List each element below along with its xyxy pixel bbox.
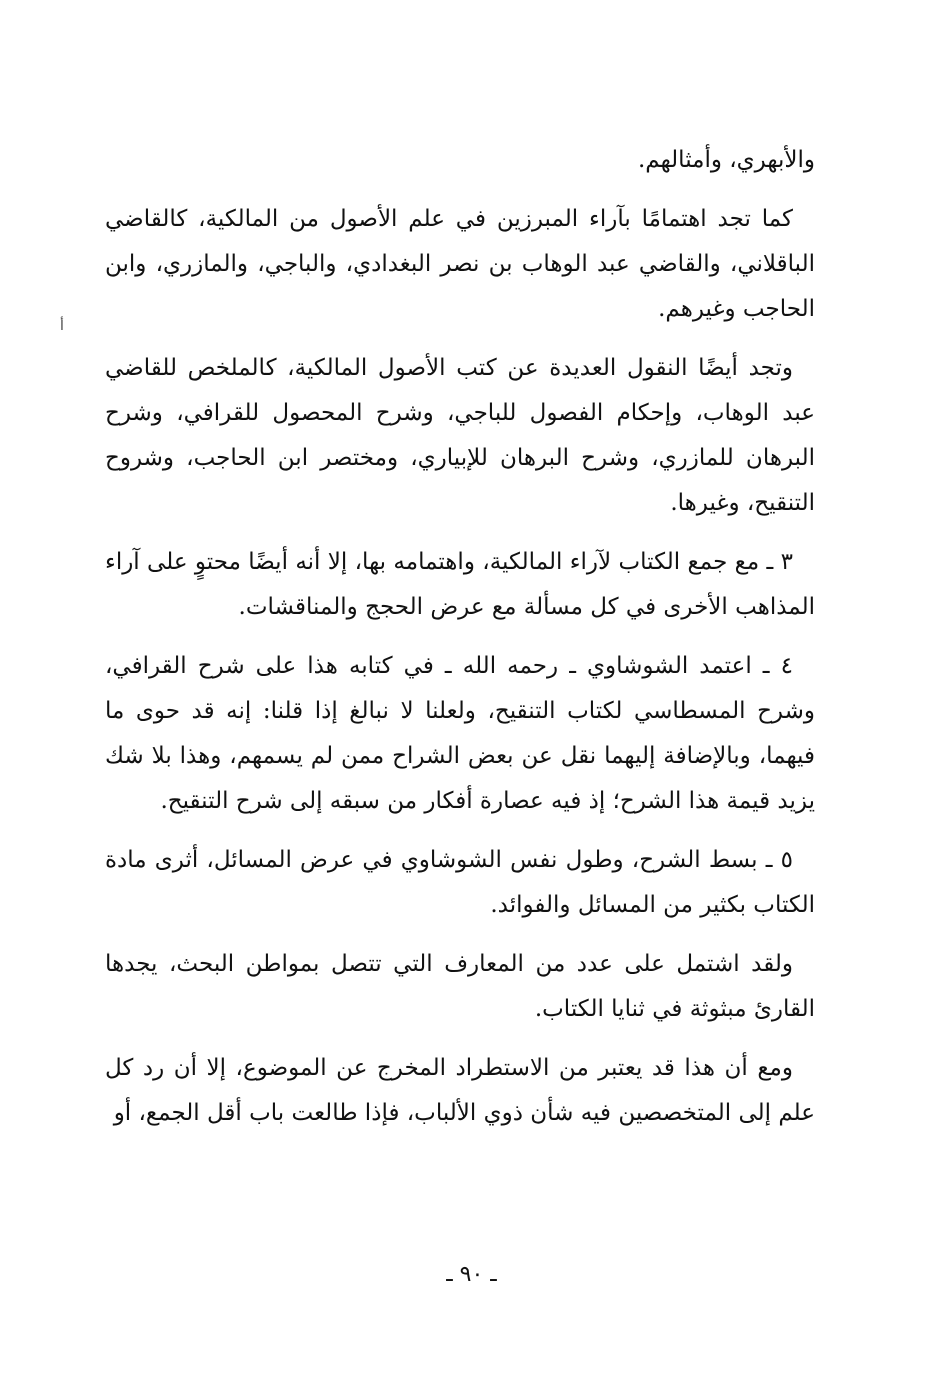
paragraph-knowledge: ولقد اشتمل على عدد من المعارف التي تتصل بمواطن البحث، يجدها القارئ مبثوثة في ثنايا الكتاب. (105, 951, 815, 1022)
paragraph-point-4: ٤ ـ اعتمد الشوشاوي ـ رحمه الله ـ في كتابه هذا على شرح القرافي، وشرح المسطاسي لكتاب التنقيح، ولعلنا لا نبالغ إذا قلنا: إنه قد حوى ما فيهما، وبالإضافة إليهما نقل عن بعض الشراح ممن لم يسمهم، وهذا بلا شك يزيد قيمة هذا الشرح؛ إذ فيه عصارة أفكار من سبقه إلى شرح التنقيح. (105, 653, 815, 814)
margin-mark: أ (60, 318, 64, 334)
paragraph-usul-books: وتجد أيضًا النقول العديدة عن كتب الأصول المالكية، كالملخص للقاضي عبد الوهاب، وإحكام الفصول للباجي، وشرح المحصول للقرافي، وشرح البرهان للمازري، وشرح البرهان للإبياري، ومختصر ابن الحاجب، وشروح التنقيح، وغيرها. (105, 355, 815, 516)
paragraph-usul-scholars: كما تجد اهتمامًا بآراء المبرزين في علم الأصول من المالكية، كالقاضي الباقلاني، والقاضي عبد الوهاب بن نصر البغدادي، والباجي، والمازري، وابن الحاجب وغيرهم. (105, 206, 815, 322)
paragraph-point-3: ٣ ـ مع جمع الكتاب لآراء المالكية، واهتمامه بها، إلا أنه أيضًا محتوٍ على آراء المذاهب الأخرى في كل مسألة مع عرض الحجج والمناقشات. (105, 549, 815, 620)
paragraph-point-5: ٥ ـ بسط الشرح، وطول نفس الشوشاوي في عرض المسائل، أثرى مادة الكتاب بكثير من المسائل والفوائد. (105, 847, 815, 918)
paragraph-continuation: والأبهري، وأمثالهم. (637, 147, 815, 173)
paragraph-digression: ومع أن هذا قد يعتبر من الاستطراد المخرج عن الموضوع، إلا أن رد كل علم إلى المتخصصين فيه شأن ذوي الألباب، فإذا طالعت باب أقل الجمع، أو (105, 1055, 815, 1126)
page-body-text (105, 138, 815, 1150)
page-number: ـ ٩٠ ـ (446, 1262, 497, 1287)
